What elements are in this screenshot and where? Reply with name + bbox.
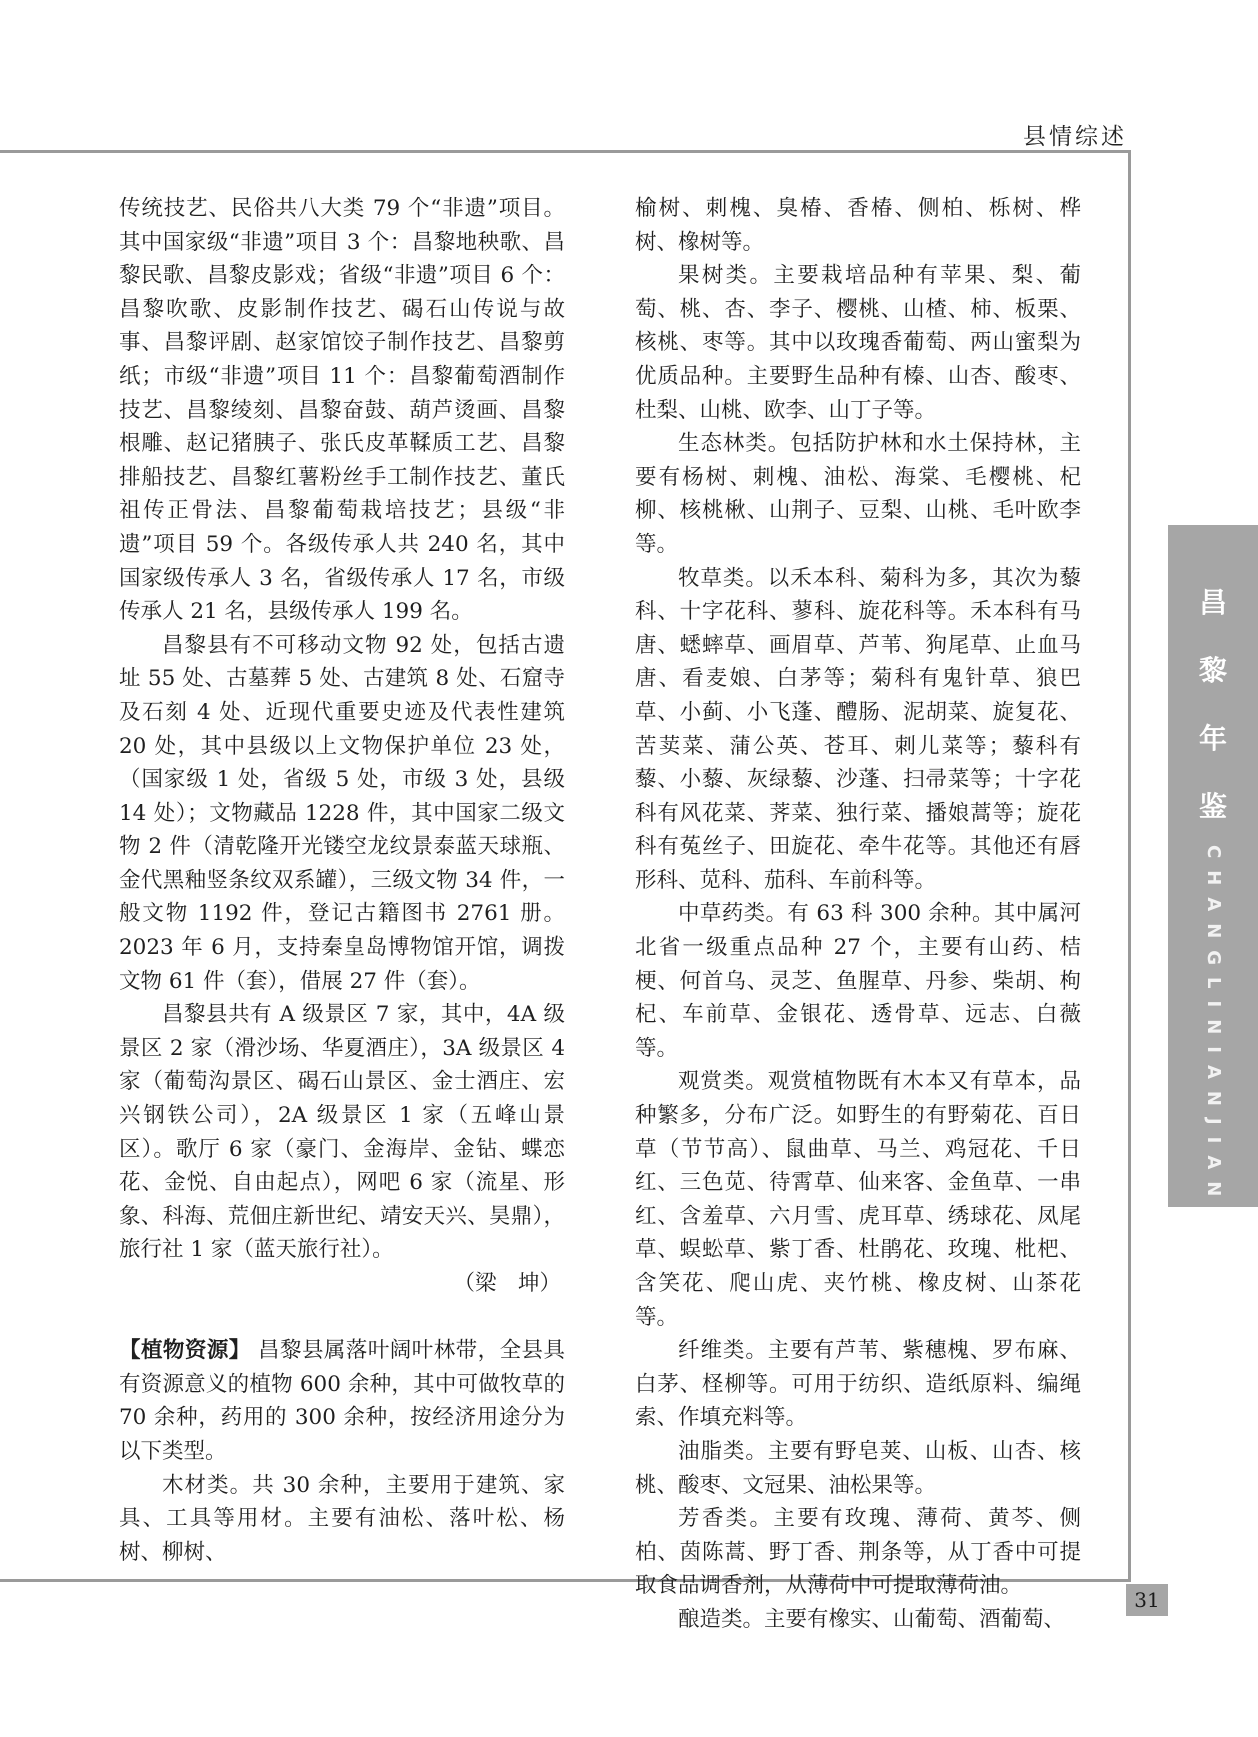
- paragraph: 榆树、刺槐、臭椿、香椿、侧柏、栎树、桦树、橡树等。: [635, 196, 1081, 255]
- side-tab-char: 昌: [1198, 586, 1227, 619]
- paragraph: 牧草类。以禾本科、菊科为多，其次为藜科、十字花科、蓼科、旋花科等。禾本科有马唐、蟋蟀草、画眉草、芦苇、狗尾草、止血马唐、看麦娘、白茅等；菊科有鬼针草、狼巴草、小蓟、小飞蓬、醴肠、泥胡菜、旋复花、苦荬菜、蒲公英、苍耳、刺儿菜等；藜科有藜、小藜、灰绿藜、沙蓬、扫帚菜等；十字花科有风花菜、荠菜、独行菜、播娘蒿等；旋花科有菟丝子、田旋花、牵牛花等。其他还有唇形科、苋科、茄科、车前科等。: [635, 565, 1081, 893]
- side-tab-char: 鉴: [1198, 790, 1227, 823]
- side-tab-char: 黎: [1198, 654, 1227, 687]
- section-body: 昌黎县属落叶阔叶林带，全县具有资源意义的植物 600 余种，其中可做牧草的 70 余种，药用的 300 余种，按经济用途分为以下类型。: [119, 1338, 565, 1464]
- paragraph: 酿造类。主要有橡实、山葡萄、酒葡萄、: [678, 1606, 1066, 1632]
- yearbook-side-tab: [1168, 525, 1258, 1207]
- paragraph: 芳香类。主要有玫瑰、薄荷、黄芩、侧柏、茵陈蒿、野丁香、荆条等，从丁香中可提取食品调香剂，从薄荷中可提取薄荷油。: [635, 1506, 1081, 1599]
- top-rule: [0, 150, 1131, 153]
- paragraph: 昌黎县共有 A 级景区 7 家，其中，4A 级景区 2 家（滑沙场、华夏酒庄），3A 级景区 4 家（葡萄沟景区、碣石山景区、金士酒庄、宏兴钢铁公司），2A 级景区 1 家（五峰山景区）。歌厅 6 家（豪门、金海岸、金钻、蝶恋花、金悦、自由起点），网吧 6 家（流星、形象、科海、荒佃庄新世纪、靖安天兴、昊鼎），旅行社 1 家（蓝天旅行社）。: [119, 1002, 565, 1263]
- paragraph: 昌黎县有不可移动文物 92 处，包括古遗址 55 处、古墓葬 5 处、古建筑 8 处、石窟寺及石刻 4 处、近现代重要史迹及代表性建筑 20 处，其中县级以上文物保护单位 23 处，（国家级 1 处，省级 5 处，市级 3 处，县级 14 处）；文物藏品 1228 件，其中国家二级文物 2 件（清乾隆开光镂空龙纹景泰蓝天球瓶、金代黑釉竖条纹双系罐），三级文物 34 件，一般文物 1192 件，登记古籍图书 2761 册。2023 年 6 月，支持秦皇岛博物馆开馆，调拨文物 61 件（套），借展 27 件（套）。: [119, 632, 565, 994]
- paragraph: 中草药类。有 63 科 300 余种。其中属河北省一级重点品种 27 个，主要有山药、桔梗、何首乌、灵芝、鱼腥草、丹参、柴胡、枸杞、车前草、金银花、透骨草、远志、白薇等。: [635, 901, 1081, 1061]
- paragraph: 纤维类。主要有芦苇、紫穗槐、罗布麻、白茅、柽柳等。可用于纺织、造纸原料、编绳索、作填充料等。: [635, 1338, 1081, 1431]
- paragraph: 木材类。共 30 余种，主要用于建筑、家具、工具等用材。主要有油松、落叶松、杨树、柳树、: [119, 1472, 565, 1565]
- section-paragraph: [119, 1334, 565, 1468]
- side-tab-pinyin-title: CHANGLINIANJIAN: [1203, 845, 1224, 1209]
- section-header-title: 县情综述: [1023, 124, 1127, 150]
- paragraph: 观赏类。观赏植物既有木本又有草本，品种繁多，分布广泛。如野生的有野菊花、百日草（节节高）、鼠曲草、马兰、鸡冠花、千日红、三色苋、待霄草、仙来客、金鱼草、一串红、含羞草、六月雪、虎耳草、绣球花、凤尾草、蜈蚣草、紫丁香、杜鹃花、玫瑰、枇杷、含笑花、爬山虎、夹竹桃、橡皮树、山茶花等。: [635, 1069, 1081, 1330]
- spacer: [119, 1301, 565, 1335]
- right-rule: [1128, 150, 1131, 1582]
- left-column: [119, 192, 565, 1569]
- author-credit: （梁 坤）: [453, 1271, 561, 1296]
- side-tab-chinese-title: [1168, 581, 1258, 853]
- paragraph: 油脂类。主要有野皂荚、山板、山杏、核桃、酸枣、文冠果、油松果等。: [635, 1438, 1081, 1498]
- side-tab-char: 年: [1198, 722, 1227, 755]
- page-number: 31: [1126, 1584, 1168, 1616]
- paragraph: 传统技艺、民俗共八大类 79 个“非遗”项目。其中国家级“非遗”项目 3 个：昌黎地秧歌、昌黎民歌、昌黎皮影戏；省级“非遗”项目 6 个：昌黎吹歌、皮影制作技艺、碣石山传说与故事、昌黎评剧、赵家馆饺子制作技艺、昌黎剪纸；市级“非遗”项目 11 个：昌黎葡萄酒制作技艺、昌黎绫刻、昌黎奋鼓、葫芦烫画、昌黎根雕、赵记猪胰子、张氏皮革鞣质工艺、昌黎排船技艺、昌黎红薯粉丝手工制作技艺、董氏祖传正骨法、昌黎葡萄栽培技艺；县级“非遗”项目 59 个。各级传承人共 240 名，其中国家级传承人 3 名，省级传承人 17 名，市级传承人 21 名，县级传承人 199 名。: [119, 196, 565, 625]
- section-heading: 【植物资源】: [119, 1338, 251, 1364]
- paragraph: 生态林类。包括防护林和水土保持林，主要有杨树、刺槐、油松、海棠、毛樱桃、杞柳、核桃楸、山荆子、豆梨、山桃、毛叶欧李等。: [635, 431, 1081, 557]
- right-column: [635, 192, 1081, 1637]
- paragraph: 果树类。主要栽培品种有苹果、梨、葡萄、桃、杏、李子、樱桃、山楂、柿、板栗、核桃、枣等。其中以玫瑰香葡萄、两山蜜梨为优质品种。主要野生品种有榛、山杏、酸枣、杜梨、山桃、欧李、山丁子等。: [635, 263, 1081, 423]
